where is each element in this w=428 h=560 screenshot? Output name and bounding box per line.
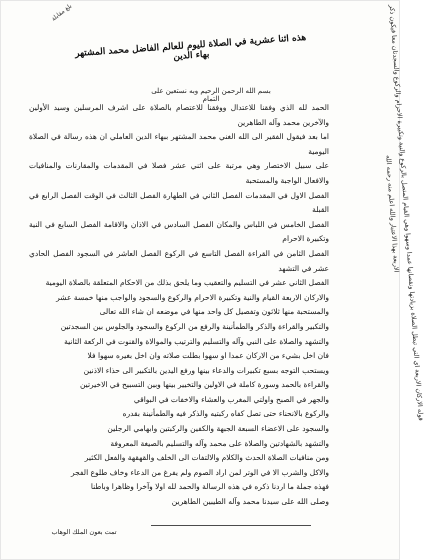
text-line: فهذه جملة ما اردنا ذكره في هذه الرسالة والحمد لله اولا وآخرا وظاهرا وباطنا — [90, 482, 329, 492]
text-line: اما بعد فيقول الفقير الى الله الغني محمد المشتهر ببهاء الدين العاملي ان هذه رسالة في الصلاة اليومية — [29, 132, 329, 156]
main-text-block — [29, 101, 329, 541]
text-line: والاركان الاربعة القيام والنية وتكبيرة الاحرام والركوع والسجود والواجب منها خمسة عشر — [56, 292, 329, 302]
text-line: والقراءة بالحمد وسورة كاملة في الاولين والتخيير بينها وبين التسبيح في الاخيرتين — [79, 380, 329, 390]
corner-annotation: بلغ مقابلة — [50, 2, 74, 23]
text-line: والركوع بالانحناء حتى تصل كفاه ركبتيه والذكر فيه والطمأنينة بقدره — [122, 409, 329, 419]
text-line: والجهر في الصبح واولتي المغرب والعشاء والاخفات في البواقي — [133, 394, 329, 404]
text-line: ويستحب التوجه بسبع تكبيرات والدعاء بينها ورفع اليدين بالتكبير الى حذاء الاذنين — [83, 365, 329, 375]
text-line: والتشهد والصلاة على النبي وآله والتسليم والترتيب والموالاة والقنوت في الركعة الثانية — [64, 336, 329, 346]
margin-annotation: قوله الاركان الاربعة اي التي تبطل الصلاة بزيادتها ونقصانها عمدا وسهوا وهي القيام المتصل بالركوع والنية وتكبيرة الاحرام والركوع والسجدتان معا فيكون ذكر الاربعة بهذا الاعتبار والله اعلم منه رحمه الله — [384, 4, 425, 422]
text-line: فان اخل بشيء من الاركان عمدا او سهوا بطلت صلاته وان اخل بغيره سهوا فلا — [87, 351, 329, 361]
text-line: وصلى الله على سيدنا محمد وآله الطيبين الطاهرين — [171, 497, 329, 507]
text-line: والتكبير والقراءة والذكر والطمأنينة والرفع من الركوع والسجود والجلوس بين السجدتين — [60, 321, 329, 331]
text-line: الفصل الخامس في اللباس والمكان الفصل السادس في الاذان والاقامة الفصل السابع في النية وتكبيرة الاحرام — [29, 219, 329, 244]
text-line: الفصل الثاني عشر في التسليم والتعقيب وما يلحق بذلك من الاحكام المتعلقة بالصلاة اليومية — [45, 278, 329, 288]
basmala-line: بسم الله الرحمن الرحيم وبه نستعين على التمام — [151, 87, 271, 103]
text-line: والاكل والشرب الا في الوتر لمن اراد الصوم ولم يفرغ من الدعاء وخاف طلوع الفجر — [71, 467, 329, 477]
text-line: والتشهد بالشهادتين والصلاة على محمد وآله والتسليم بالصيغة المعروفة — [110, 438, 329, 448]
text-line: ومن منافيات الصلاة الحدث والكلام والالتفات الى الخلف والقهقهة والفعل الكثير — [84, 453, 329, 463]
page-heading: هذه اثنا عشرية في الصلاة لليوم للعالم الفاضل محمد المشتهر بهاء الدين — [74, 32, 307, 63]
text-line: الحمد لله الذي وفقنا للاعتدال ووفقنا للاعتصام بالصلاة على اشرف المرسلين وسيد الأولين والآخرين محمد وآله الطاهرين — [29, 103, 329, 127]
text-line: والسجود على الاعضاء السبعة الجبهة والكفين والركبتين وابهامي الرجلين — [107, 424, 329, 434]
end-rule — [151, 525, 311, 526]
text-line: على سبيل الاختصار وهي مرتبة على اثني عشر فصلا في المقدمات والمقارنات والمنافيات والافعال الواجبة والمستحبة — [29, 161, 329, 185]
text-line: والمستحبة منها ثلاثون وتفصيل كل واحد منها في موضعه ان شاء الله تعالى — [99, 307, 329, 317]
text-line: الفصل الثامن في القراءة الفصل التاسع في الركوع الفصل العاشر في السجود الفصل الحادي عشر في التشهد — [29, 248, 329, 273]
colophon: تمت بعون الملك الوهاب — [51, 528, 117, 536]
text-line: الفصل الاول في المقدمات الفصل الثاني في الطهارة الفصل الثالث في الوقت الفصل الرابع في القبلة — [29, 190, 329, 215]
